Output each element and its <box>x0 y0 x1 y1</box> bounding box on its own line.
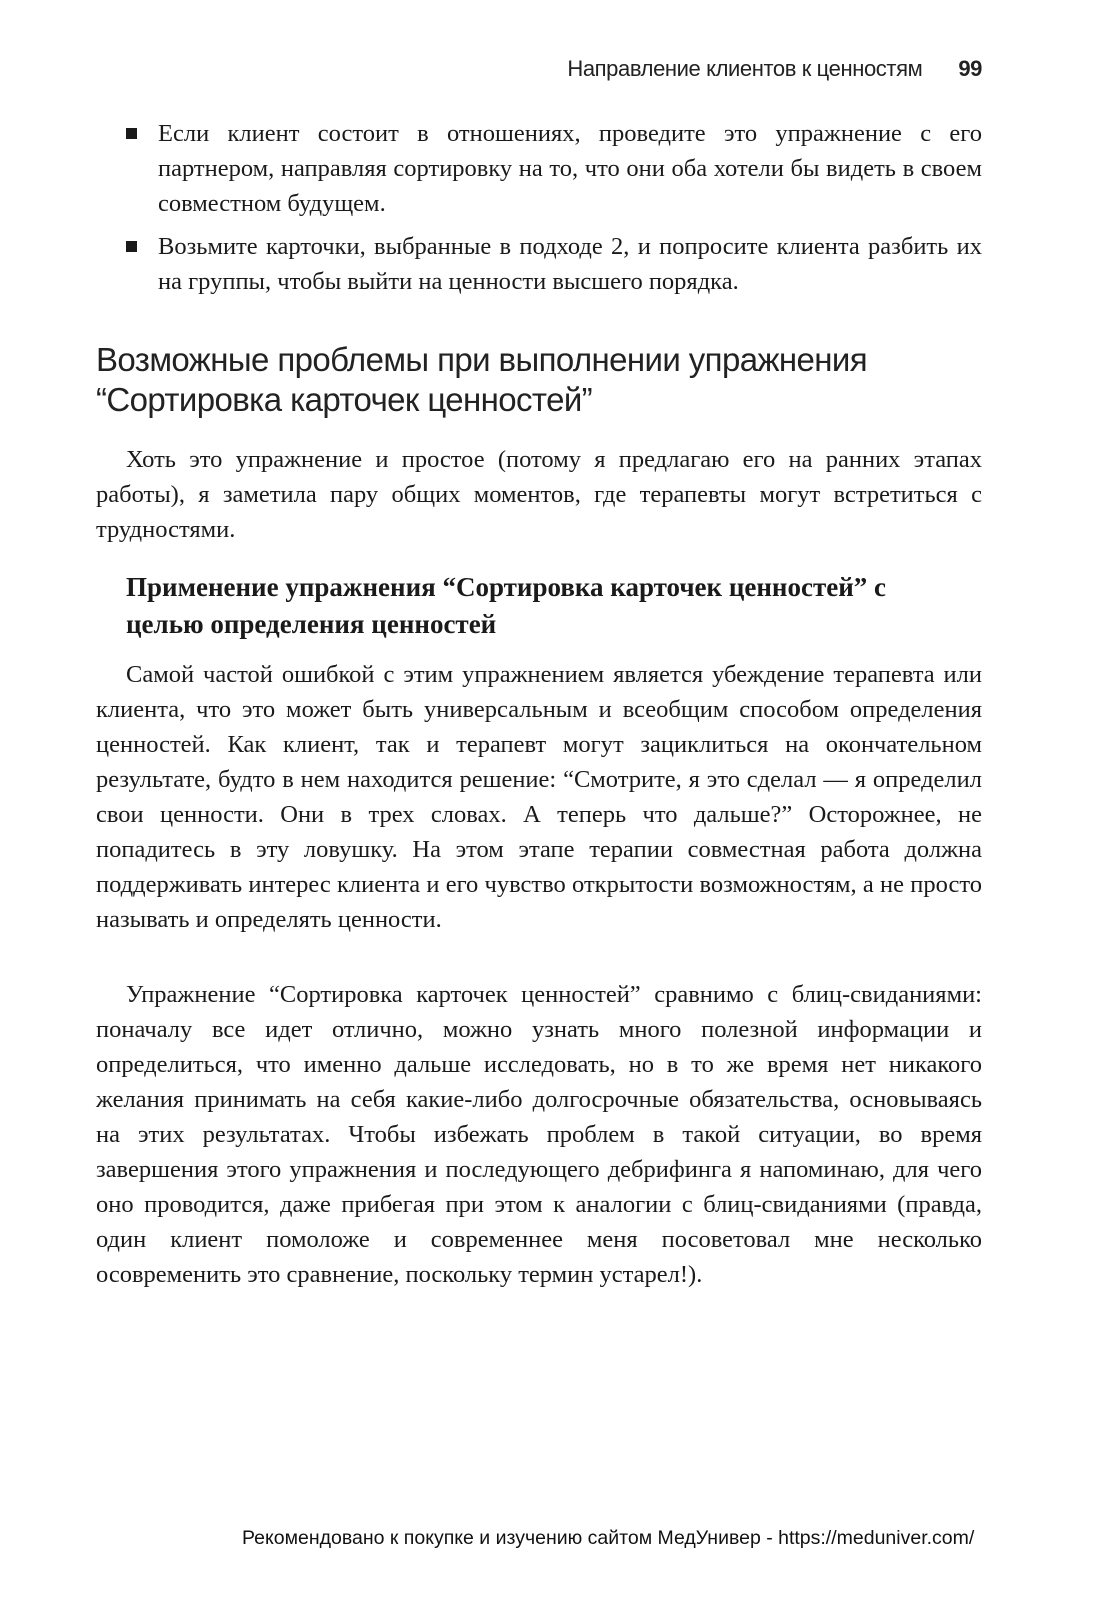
bullet-item <box>126 116 982 221</box>
bullet-list <box>126 116 982 307</box>
bullet-text: Если клиент состоит в отношениях, проведите это упражнение с его партнером, направляя сортировку на то, что они оба хотели бы видеть в своем совместном будущем. <box>158 120 982 217</box>
bullet-text: Возьмите карточки, выбранные в подходе 2, и попросите клиента разбить их на группы, чтобы выйти на ценности высшего порядка. <box>158 233 982 295</box>
book-page <box>96 0 982 1601</box>
body-paragraph: Упражнение “Сортировка карточек ценностей” сравнимо с блиц-свиданиями: поначалу все идет отлично, можно узнать много полезной информации и определиться, что именно дальше исследовать, но в то же время нет никакого желания принимать на себя какие-либо долгосрочные обязательства, основываясь на этих результатах. Чтобы избежать проблем в такой ситуации, во время завершения этого упражнения и последующего дебрифинга я напоминаю, для чего оно проводится, даже прибегая при этом к аналогии с блиц-свиданиями (правда, один клиент помоложе и современнее меня посоветовал мне несколько осовременить это сравнение, поскольку термин устарел!). <box>96 981 982 1288</box>
running-head-title: Направление клиентов к ценностям <box>567 56 923 81</box>
bullet-item <box>126 229 982 299</box>
subsection-heading: Применение упражнения “Сортировка карточек ценностей” с целью определения ценностей <box>126 572 887 639</box>
body-paragraph: Самой частой ошибкой с этим упражнением является убеждение терапевта или клиента, что это может быть универсальным и всеобщим способом определения ценностей. Как клиент, так и терапевт могут зациклиться на окончательном результате, будто в нем находится решение: “Смотрите, я это сделал — я определил свои ценности. Они в трех словах. А теперь что дальше?” Осторожнее, не попадитесь в эту ловушку. На этом этапе терапии совместная работа должна поддерживать интерес клиента и его чувство открытости возможностям, а не просто называть и определять ценности. <box>96 661 982 933</box>
square-bullet-icon <box>126 128 137 139</box>
section-heading: Возможные проблемы при выполнении упражнения “Сортировка карточек ценностей” <box>96 341 868 418</box>
footer-text: Рекомендовано к покупке и изучению сайтом МедУнивер - https://meduniver.com/ <box>242 1527 975 1549</box>
square-bullet-icon <box>126 241 137 252</box>
intro-paragraph: Хоть это упражнение и простое (потому я предлагаю его на ранних этапах работы), я заметила пару общих моментов, где терапевты могут встретиться с трудностями. <box>96 446 982 543</box>
running-head <box>567 56 982 82</box>
page-number: 99 <box>958 56 982 81</box>
